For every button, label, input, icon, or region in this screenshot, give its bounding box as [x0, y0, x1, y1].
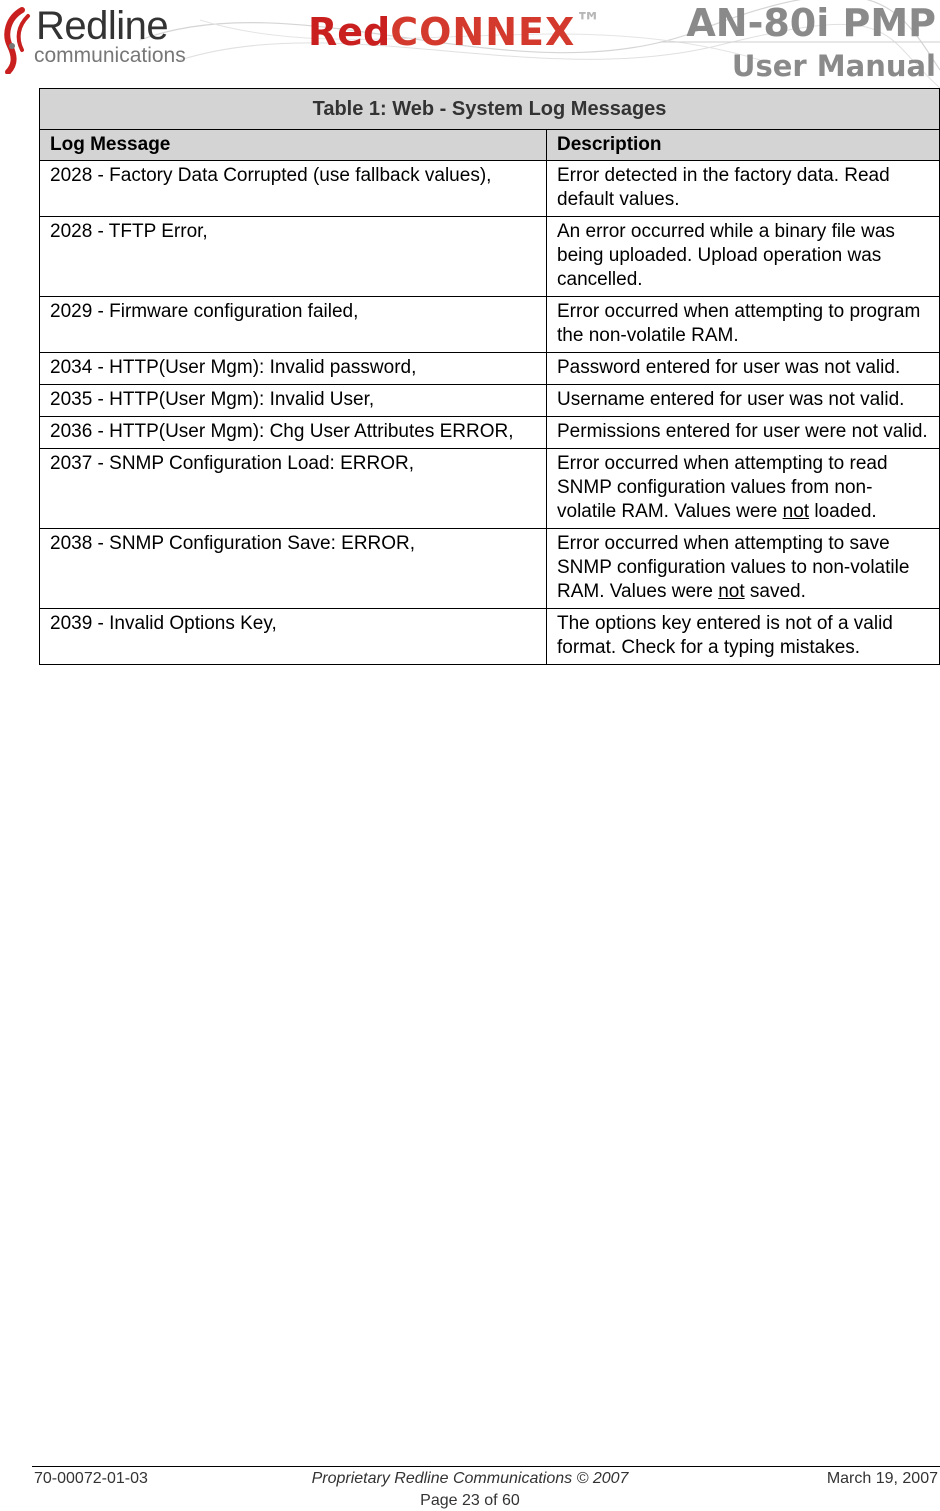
- description-cell: [547, 529, 940, 609]
- column-header-log-message: Log Message: [40, 130, 547, 161]
- description-emphasis: not: [718, 581, 745, 602]
- page-header: [0, 0, 940, 90]
- footer-copyright: Proprietary Redline Communications © 2007: [311, 1470, 629, 1487]
- table-caption-text: Web - System Log Messages: [392, 98, 667, 120]
- description-cell: [547, 449, 940, 529]
- log-message-cell: 2037 - SNMP Configuration Load: ERROR,: [40, 449, 547, 529]
- table-header-row: [40, 130, 940, 161]
- system-log-messages-table: [39, 88, 940, 665]
- table-row: [40, 161, 940, 217]
- footer-date: March 19, 2007: [826, 1470, 938, 1487]
- redconnex-brand: [308, 0, 601, 55]
- footer-page-number: Page 23 of 60: [420, 1492, 520, 1509]
- description-emphasis: not: [782, 501, 810, 522]
- log-message-cell: 2034 - HTTP(User Mgm): Invalid password,: [40, 353, 547, 385]
- redline-mark-icon: [2, 6, 36, 74]
- table-row: [40, 529, 940, 609]
- description-cell: Error occurred when attempting to program the non-volatile RAM.: [547, 297, 940, 353]
- description-cell: Password entered for user was not valid.: [547, 353, 940, 385]
- description-text: Error occurred when attempting to save SNMP configuration values to non-volatile RAM. Values were: [557, 533, 910, 602]
- document-title: User Manual: [731, 49, 936, 83]
- table-row: [40, 217, 940, 297]
- table-caption-label: Table 1: [312, 98, 381, 120]
- brand-trademark: ™: [575, 8, 602, 38]
- log-message-cell: 2038 - SNMP Configuration Save: ERROR,: [40, 529, 547, 609]
- table-caption-separator: :: [380, 98, 393, 120]
- column-header-description: Description: [547, 130, 940, 161]
- log-message-cell: 2029 - Firmware configuration failed,: [40, 297, 547, 353]
- brand-connex: CONNEX: [390, 10, 576, 54]
- table-caption: [40, 89, 940, 130]
- log-message-cell: 2028 - Factory Data Corrupted (use fallback values),: [40, 161, 547, 217]
- log-message-cell: 2035 - HTTP(User Mgm): Invalid User,: [40, 385, 547, 417]
- logo-subtitle: communications: [34, 44, 186, 67]
- table-row: [40, 353, 940, 385]
- table-row: [40, 385, 940, 417]
- footer-doc-number: 70-00072-01-03: [34, 1470, 148, 1487]
- log-message-cell: 2028 - TFTP Error,: [40, 217, 547, 297]
- description-text: Error occurred when attempting to read SNMP configuration values from non-volatile RAM. Values were: [557, 453, 888, 522]
- description-cell: An error occurred while a binary file was being uploaded. Upload operation was cancelled.: [547, 217, 940, 297]
- table-row: [40, 449, 940, 529]
- description-text: saved.: [744, 581, 806, 602]
- log-message-cell: 2039 - Invalid Options Key,: [40, 609, 547, 665]
- log-message-cell: 2036 - HTTP(User Mgm): Chg User Attributes ERROR,: [40, 417, 547, 449]
- description-text: loaded.: [809, 501, 877, 522]
- description-cell: Username entered for user was not valid.: [547, 385, 940, 417]
- footer-divider: [32, 1466, 940, 1467]
- table-caption-row: [40, 89, 940, 130]
- description-cell: The options key entered is not of a valid format. Check for a typing mistakes.: [547, 609, 940, 665]
- table-row: [40, 417, 940, 449]
- product-name: AN-80i PMP: [686, 1, 936, 45]
- brand-red: Red: [308, 10, 391, 54]
- table-row: [40, 297, 940, 353]
- logo-name: Redline: [36, 4, 169, 48]
- redline-logo: [0, 4, 215, 76]
- table-row: [40, 609, 940, 665]
- description-cell: Permissions entered for user were not valid.: [547, 417, 940, 449]
- description-cell: Error detected in the factory data. Read default values.: [547, 161, 940, 217]
